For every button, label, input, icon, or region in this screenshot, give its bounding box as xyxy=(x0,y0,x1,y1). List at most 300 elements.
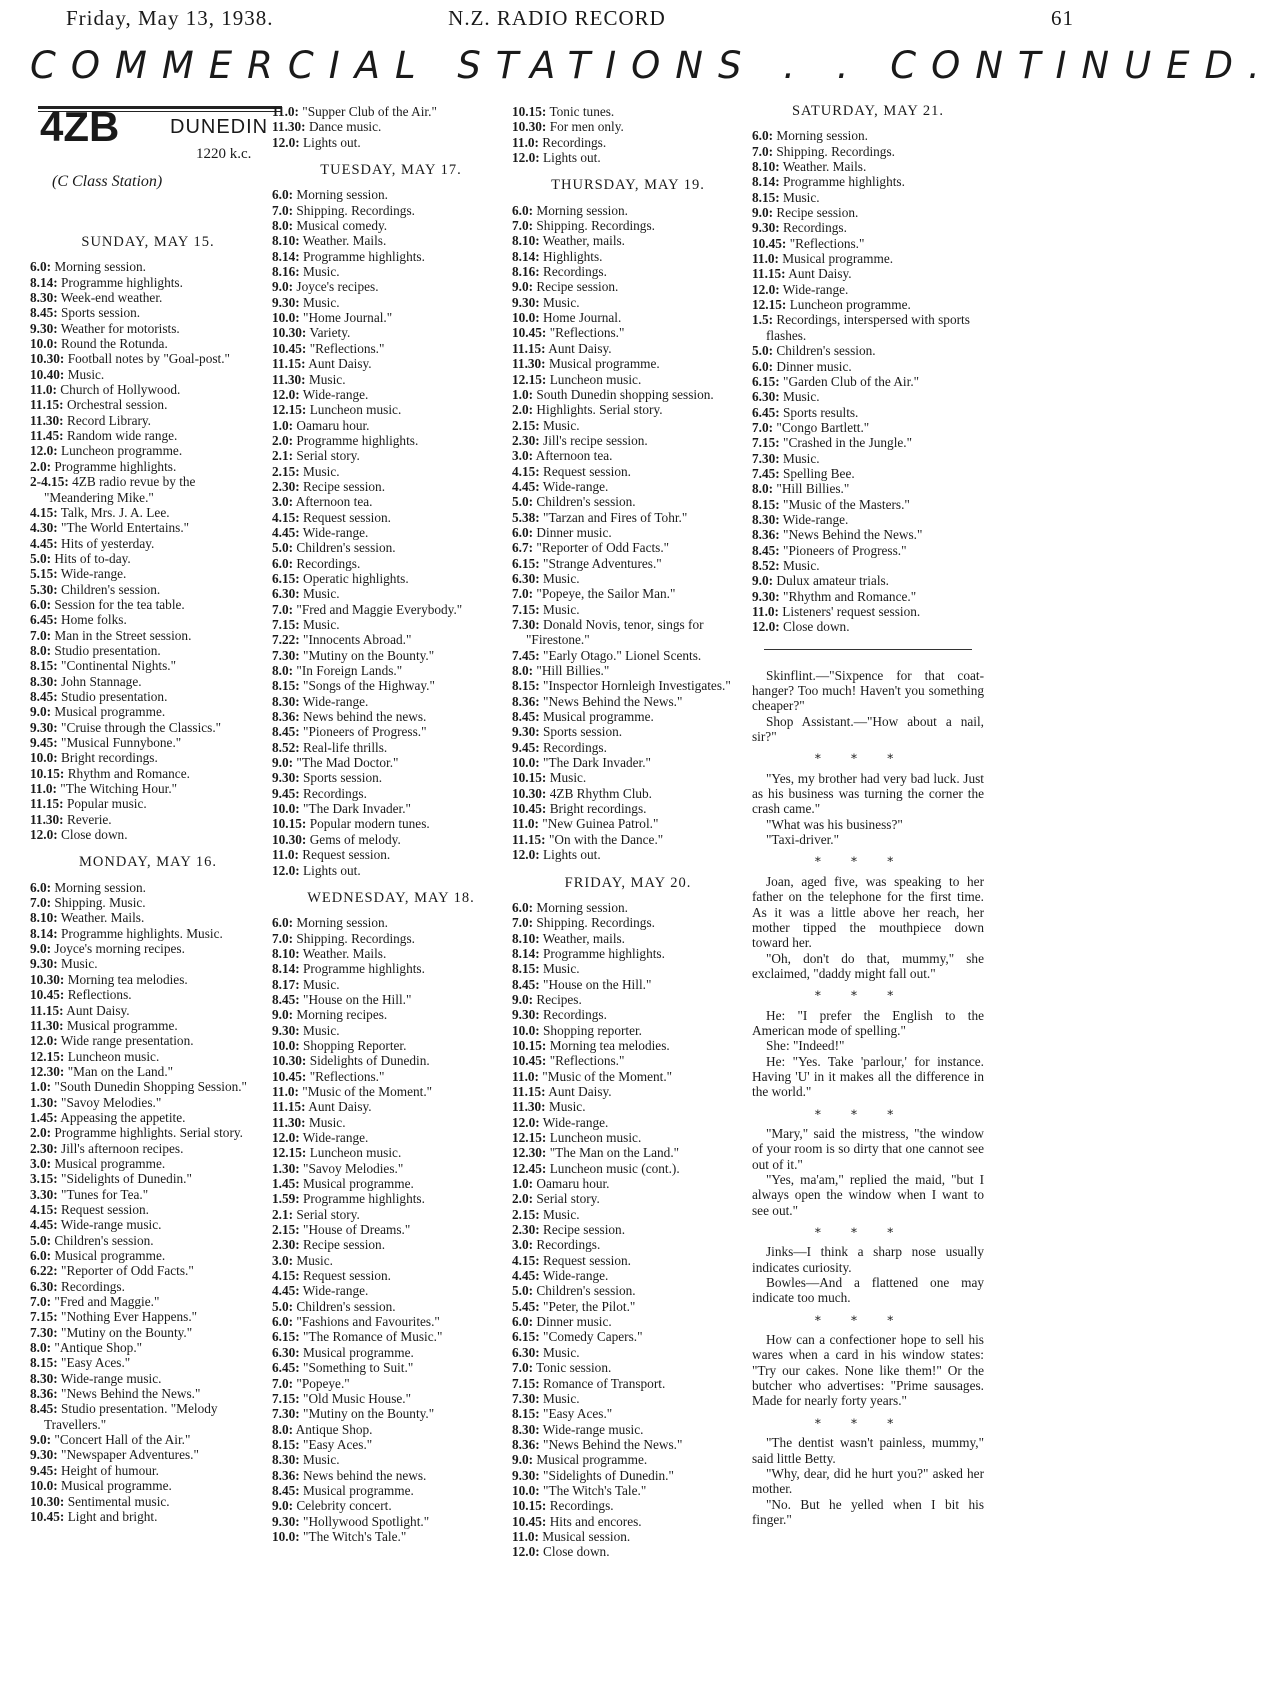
schedule-entry xyxy=(272,1452,510,1467)
schedule-entry xyxy=(512,356,744,371)
schedule-entry xyxy=(512,1007,744,1022)
entry-time: 11.30: xyxy=(512,356,546,372)
entry-programme: Shipping. Recordings. xyxy=(296,202,415,218)
entry-time: 12.0: xyxy=(512,847,540,863)
entry-programme: Luncheon programme. xyxy=(61,443,183,459)
schedule-entry xyxy=(272,1376,510,1391)
schedule-entry xyxy=(272,1115,510,1130)
entry-programme: Real-life thrills. xyxy=(303,739,388,755)
schedule-entry xyxy=(512,1161,744,1176)
entry-time: 9.30: xyxy=(272,1513,300,1529)
entry-programme: Music. xyxy=(303,1022,340,1038)
schedule-entry xyxy=(512,1345,744,1360)
entry-time: 8.45: xyxy=(512,976,540,992)
entry-programme: Lights out. xyxy=(303,862,361,878)
schedule-entry xyxy=(272,341,510,356)
joke-item xyxy=(752,668,984,745)
entry-programme: "Music of the Moment." xyxy=(542,1068,673,1084)
entry-time: 8.45: xyxy=(30,1401,58,1417)
entry-time: 8.52: xyxy=(752,557,780,573)
entry-time: 6.15: xyxy=(272,1329,300,1345)
schedule-entry xyxy=(272,602,510,617)
schedule-entry xyxy=(30,1371,266,1386)
entry-time: 11.0: xyxy=(512,1528,539,1544)
entry-programme: Music. xyxy=(67,366,105,382)
entry-programme: Musical programme. xyxy=(66,1017,178,1033)
entry-time: 9.30: xyxy=(272,1022,300,1038)
entry-time: 7.30: xyxy=(512,1390,540,1406)
entry-programme: "Fashions and Favourites." xyxy=(296,1314,440,1330)
day-heading: FRIDAY, MAY 20. xyxy=(564,874,692,891)
schedule-entry xyxy=(272,525,510,540)
entry-time: 12.15: xyxy=(272,402,307,418)
entry-time: 1.5: xyxy=(752,312,774,328)
entry-programme: "Man on the Land." xyxy=(67,1063,174,1079)
joke-paragraph: "What was his business?" xyxy=(766,816,903,832)
entry-programme: Children's session. xyxy=(54,1232,154,1248)
schedule-entry xyxy=(512,479,744,494)
entry-programme: Morning session. xyxy=(54,879,146,895)
schedule-entry xyxy=(272,1391,510,1406)
schedule-entry xyxy=(30,413,266,428)
schedule-entry xyxy=(512,1406,744,1421)
entry-time: 8.45: xyxy=(272,724,300,740)
column-3 xyxy=(512,104,744,1684)
schedule-entry xyxy=(752,374,984,389)
schedule-entry xyxy=(30,1294,266,1309)
schedule-entry xyxy=(512,1038,744,1053)
entry-programme: Request session. xyxy=(543,463,631,479)
entry-programme: Wide-range. xyxy=(302,524,369,540)
entry-time: 11.0: xyxy=(272,1083,299,1099)
entry-programme: "Music of the Masters." xyxy=(783,496,910,512)
entry-programme: Programme highlights. xyxy=(783,174,905,190)
schedule-entry xyxy=(272,1038,510,1053)
schedule-entry xyxy=(30,1079,266,1094)
entry-time: 10.30: xyxy=(30,971,65,987)
entry-programme: Musical programme. xyxy=(303,1482,414,1498)
entry-programme: Studio presentation. xyxy=(54,642,161,658)
schedule-entry xyxy=(512,1329,744,1344)
entry-time: 7.30: xyxy=(272,1406,300,1422)
entry-programme: Light and bright. xyxy=(67,1508,158,1524)
entry-time: 11.15: xyxy=(272,356,306,372)
entry-programme: "Fred and Maggie Everybody." xyxy=(296,601,463,617)
schedule-entry xyxy=(512,233,744,248)
entry-programme: "Home Journal." xyxy=(303,310,393,326)
entry-programme: Music. xyxy=(783,450,820,466)
entry-time: 7.0: xyxy=(30,627,52,643)
entry-time: 6.15: xyxy=(752,373,780,389)
entry-time: 9.30: xyxy=(30,956,58,972)
entry-time: 9.0: xyxy=(30,1432,52,1448)
entry-time: 8.14: xyxy=(272,248,300,264)
schedule-entry xyxy=(752,420,984,435)
schedule-entry xyxy=(272,1084,510,1099)
entry-programme: "The Romance of Music." xyxy=(303,1329,443,1345)
entry-programme: Music. xyxy=(543,601,580,617)
entry-time: 11.15: xyxy=(30,397,64,413)
entry-programme: "News Behind the News." xyxy=(543,1436,683,1452)
schedule-entry xyxy=(752,266,984,281)
entry-time: 10.0: xyxy=(272,801,300,817)
entry-programme: Musical programme. xyxy=(782,251,894,267)
schedule-entry xyxy=(30,880,266,895)
schedule-entry xyxy=(752,343,984,358)
entry-time: 10.0: xyxy=(272,1037,300,1053)
entry-time: 1.45: xyxy=(30,1109,58,1125)
entry-time: 10.30: xyxy=(272,325,307,341)
entry-time: 6.22: xyxy=(30,1263,58,1279)
schedule-entry xyxy=(512,433,744,448)
joke-item xyxy=(752,874,984,981)
schedule-entry xyxy=(512,1099,744,1114)
entry-programme: Luncheon music. xyxy=(67,1048,160,1064)
schedule-entry xyxy=(272,233,510,248)
entry-programme: "Easy Aces." xyxy=(61,1355,131,1371)
joke-paragraph: "Yes, my brother had very bad luck. Just as his business was turning the corner the crash came." xyxy=(752,770,984,817)
entry-programme: "Mutiny on the Bounty." xyxy=(303,647,435,663)
schedule-entry xyxy=(752,451,984,466)
schedule-entry xyxy=(512,1237,744,1252)
entry-programme: "Rhythm and Romance." xyxy=(783,588,917,604)
entry-time: 8.14: xyxy=(272,961,300,977)
entry-time: 2.1: xyxy=(272,448,294,464)
schedule-entry xyxy=(30,987,266,1002)
entry-programme: "Sidelights of Dunedin." xyxy=(61,1171,192,1187)
entry-time: 10.45: xyxy=(512,1513,547,1529)
entry-time: 8.16: xyxy=(272,264,300,280)
entry-time: 7.15: xyxy=(752,435,780,451)
entry-time: 6.7: xyxy=(512,540,534,556)
schedule-entry xyxy=(30,382,266,397)
schedule-entry xyxy=(30,720,266,735)
entry-time: 8.14: xyxy=(30,274,58,290)
schedule-entry xyxy=(512,510,744,525)
entry-time: 8.30: xyxy=(272,693,300,709)
schedule-entry xyxy=(272,1468,510,1483)
entry-programme: Reflections. xyxy=(67,987,132,1003)
schedule-entry xyxy=(512,1468,744,1483)
entry-programme: "Inspector Hornleigh Investigates." xyxy=(543,678,731,694)
entry-programme: "The Man on the Land." xyxy=(549,1145,680,1161)
entry-time: 9.45: xyxy=(30,1462,58,1478)
entry-programme: "Early Otago." Lionel Scents. xyxy=(543,647,702,663)
entry-programme: Home Journal. xyxy=(543,310,622,326)
entry-time: 10.15: xyxy=(512,1037,547,1053)
schedule-entry xyxy=(30,827,266,842)
entry-programme: Musical programme. xyxy=(303,1176,414,1192)
entry-time: 9.30: xyxy=(30,1447,58,1463)
entry-programme: Dinner music. xyxy=(536,524,612,540)
entry-time: 10.30: xyxy=(512,119,547,135)
entry-programme: Morning session. xyxy=(296,187,388,203)
entry-programme: Wide-range. xyxy=(542,1114,609,1130)
entry-time: 3.30: xyxy=(30,1186,58,1202)
entry-programme: Wide-range. xyxy=(302,1283,369,1299)
entry-programme: Serial story. xyxy=(296,448,360,464)
entry-time: 10.0: xyxy=(512,755,540,771)
entry-programme: Music. xyxy=(61,956,98,972)
entry-time: 8.36: xyxy=(272,1467,300,1483)
joke-paragraph: Jinks—I think a sharp nose usually indicates curiosity. xyxy=(752,1244,984,1275)
schedule-entry xyxy=(752,604,984,619)
entry-programme: Recipe session. xyxy=(776,205,859,221)
entry-time: 1.0: xyxy=(512,386,534,402)
entry-programme: Tonic session. xyxy=(536,1360,612,1376)
schedule-entry xyxy=(512,1391,744,1406)
schedule-entry xyxy=(512,1176,744,1191)
entry-time: 8.14: xyxy=(30,925,58,941)
entry-programme: "Pioneers of Progress." xyxy=(783,542,907,558)
entry-programme: News behind the news. xyxy=(303,1467,427,1483)
entry-programme: "Music of the Moment." xyxy=(302,1083,433,1099)
schedule-entry xyxy=(512,279,744,294)
schedule-entry xyxy=(30,566,266,581)
separator-stars: ∗∗∗ xyxy=(813,749,923,764)
schedule-entry xyxy=(272,832,510,847)
station-block xyxy=(30,103,269,222)
schedule-entry xyxy=(512,494,744,509)
entry-programme: Programme highlights. Serial story. xyxy=(54,1125,243,1141)
entry-programme: Sports results. xyxy=(783,404,859,420)
entry-programme: Luncheon music. xyxy=(549,1130,642,1145)
schedule-entry xyxy=(272,709,510,724)
entry-time: 9.0: xyxy=(30,704,52,720)
entry-time: 10.30: xyxy=(272,831,307,847)
entry-programme: Recordings. xyxy=(543,1007,607,1023)
entry-time: 5.30: xyxy=(30,581,58,597)
entry-time: 11.30: xyxy=(30,811,64,827)
day-heading: WEDNESDAY, MAY 18. xyxy=(307,889,475,906)
entry-time: 10.0: xyxy=(512,1482,540,1498)
entry-time: 7.15: xyxy=(512,1375,540,1391)
entry-programme: "The Witching Hour." xyxy=(60,781,178,797)
entry-programme: Weather. Mails. xyxy=(302,945,387,961)
entry-time: 10.0: xyxy=(512,310,540,326)
entry-programme: Wide-range. xyxy=(542,478,609,494)
schedule-entry xyxy=(272,1222,510,1237)
entry-time: 9.30: xyxy=(512,1007,540,1023)
schedule-entry xyxy=(30,259,266,274)
entry-programme: Recordings. xyxy=(543,739,607,755)
entry-programme: Musical programme. xyxy=(61,1478,172,1494)
entry-time: 11.15: xyxy=(512,1083,546,1099)
schedule-entry xyxy=(272,402,510,417)
entry-programme: Wide-range music. xyxy=(542,1421,644,1437)
schedule-entry xyxy=(30,1125,266,1140)
entry-programme: Children's session. xyxy=(61,581,161,597)
entry-programme: Aunt Daisy. xyxy=(548,340,612,356)
schedule-entry xyxy=(272,915,510,930)
entry-programme: "Mutiny on the Bounty." xyxy=(303,1406,435,1422)
entry-time: 6.0: xyxy=(512,1314,534,1330)
entry-time: 12.0: xyxy=(272,134,300,150)
entry-programme: "Savoy Melodies." xyxy=(61,1094,162,1110)
entry-time: 5.0: xyxy=(512,494,534,510)
entry-programme: "The World Entertains." xyxy=(61,520,190,536)
entry-programme: "Something to Suit." xyxy=(303,1360,414,1376)
entry-programme: Highlights. xyxy=(543,248,603,264)
entry-time: 11.0: xyxy=(30,382,57,398)
schedule-entry xyxy=(512,961,744,976)
schedule-entry xyxy=(512,1268,744,1283)
entry-time: 4.45: xyxy=(30,535,58,551)
schedule-entry xyxy=(512,946,744,961)
page-number: 61 xyxy=(1051,6,1074,30)
schedule-entry xyxy=(30,1309,266,1324)
entry-programme: Request session. xyxy=(302,847,391,863)
entry-programme: Recordings. xyxy=(61,1278,125,1294)
entry-programme: Recipe session. xyxy=(303,1237,386,1253)
entry-programme: "Continental Nights." xyxy=(61,658,177,674)
entry-time: 12.0: xyxy=(30,1033,58,1049)
entry-programme: "Hill Billies." xyxy=(536,663,610,679)
entry-programme: Close down. xyxy=(783,619,850,635)
schedule-entry xyxy=(512,556,744,571)
entry-time: 8.45: xyxy=(752,542,780,558)
schedule-entry xyxy=(272,1253,510,1268)
entry-programme: Music. xyxy=(543,570,580,586)
entry-programme: Luncheon music (cont.). xyxy=(549,1160,680,1176)
entry-programme: 4ZB Rhythm Club. xyxy=(549,785,653,801)
schedule-entry xyxy=(272,187,510,202)
schedule-entry xyxy=(752,389,984,404)
entry-programme: Music. xyxy=(543,1390,580,1406)
entry-time: 6.45: xyxy=(30,612,58,628)
entry-time: 12.15: xyxy=(512,1130,547,1145)
entry-time: 10.0: xyxy=(30,1478,58,1494)
entry-time: 12.0: xyxy=(272,386,300,402)
joke-paragraph: "Yes, ma'am," replied the maid, "but I always open the window when I want to see out." xyxy=(752,1172,984,1218)
schedule-entry xyxy=(272,847,510,862)
entry-time: 2.0: xyxy=(30,1125,52,1141)
entry-time: 10.15: xyxy=(272,816,307,832)
schedule-entry xyxy=(272,740,510,755)
day-heading: TUESDAY, MAY 17. xyxy=(320,162,462,179)
schedule-entry xyxy=(752,159,984,174)
entry-time: 11.15: xyxy=(752,266,786,282)
entry-time: 4.45: xyxy=(30,1217,58,1233)
entry-time: 12.15: xyxy=(752,297,787,313)
entry-programme: Appeasing the appetite. xyxy=(60,1109,186,1125)
schedule-entry xyxy=(30,674,266,689)
entry-time: 2-4.15: xyxy=(30,474,69,490)
schedule-entry xyxy=(512,586,744,601)
schedule-entry xyxy=(30,643,266,658)
entry-time: 8.15: xyxy=(272,1436,300,1452)
schedule-entry xyxy=(30,1202,266,1217)
entry-programme: Reverie. xyxy=(66,811,112,827)
entry-time: 6.45: xyxy=(752,404,780,420)
entry-programme: Weather. Mails. xyxy=(302,233,387,249)
schedule-entry xyxy=(30,1233,266,1248)
entry-programme: "Concert Hall of the Air." xyxy=(54,1432,191,1448)
entry-time: 7.30: xyxy=(752,450,780,466)
schedule-entry xyxy=(30,1033,266,1048)
entry-programme: Music. xyxy=(303,976,340,992)
schedule-entry xyxy=(272,663,510,678)
schedule-entry xyxy=(752,405,984,420)
schedule-entry xyxy=(272,816,510,831)
entry-time: 4.15: xyxy=(30,1201,58,1217)
entry-time: 1.0: xyxy=(512,1176,534,1192)
entry-time: 3.0: xyxy=(30,1155,52,1171)
entry-programme: Weather for motorists. xyxy=(60,320,180,336)
joke-paragraph: He: "Yes. Take 'parlour,' for instance. Having 'U' in it makes all the difference in the world." xyxy=(752,1053,984,1100)
entry-programme: Wide-range. xyxy=(302,693,369,709)
entry-programme: Recordings. xyxy=(542,134,607,150)
entry-time: 8.52: xyxy=(272,739,300,755)
schedule-entry xyxy=(272,1498,510,1513)
schedule-entry xyxy=(30,926,266,941)
entry-programme: Highlights. Serial story. xyxy=(536,402,663,418)
schedule-entry xyxy=(30,812,266,827)
entry-programme: Height of humour. xyxy=(61,1462,159,1478)
entry-time: 11.0: xyxy=(512,1068,539,1084)
entry-programme: "News Behind the News." xyxy=(783,527,923,543)
schedule-entry xyxy=(272,135,510,150)
entry-time: 8.45: xyxy=(512,709,540,725)
entry-time: 11.30: xyxy=(30,1017,64,1033)
entry-programme: Music. xyxy=(783,389,820,405)
schedule-entry xyxy=(272,1299,510,1314)
schedule-entry xyxy=(512,724,744,739)
schedule-entry xyxy=(30,459,266,474)
entry-programme: "The Mad Doctor." xyxy=(296,755,399,771)
entry-programme: Children's session. xyxy=(776,343,876,359)
schedule-entry xyxy=(30,321,266,336)
schedule-entry xyxy=(512,418,744,433)
entry-programme: Music. xyxy=(548,1099,586,1115)
schedule-entry xyxy=(512,1544,744,1559)
entry-time: 11.15: xyxy=(512,831,546,847)
entry-time: 7.15: xyxy=(512,601,540,617)
entry-time: 9.30: xyxy=(752,220,780,236)
entry-time: 12.0: xyxy=(512,150,540,166)
entry-time: 10.45: xyxy=(512,801,547,817)
schedule-entry xyxy=(272,1053,510,1068)
schedule-entry xyxy=(752,573,984,588)
schedule-entry xyxy=(272,218,510,233)
entry-programme: "Reporter of Odd Facts." xyxy=(61,1263,194,1279)
schedule-entry xyxy=(30,1171,266,1186)
entry-programme: Aunt Daisy. xyxy=(308,1099,372,1115)
entry-programme: Musical programme. xyxy=(536,1452,648,1468)
schedule-entry xyxy=(30,428,266,443)
schedule-entry xyxy=(272,203,510,218)
entry-programme: "Peter, the Pilot." xyxy=(543,1298,636,1314)
entry-programme: "News Behind the News." xyxy=(61,1386,201,1402)
schedule-entry xyxy=(272,992,510,1007)
entry-time: 7.0: xyxy=(272,930,294,946)
entry-programme: Man in the Street session. xyxy=(54,627,192,643)
schedule-entry xyxy=(512,119,744,134)
entry-time: 2.0: xyxy=(30,458,52,474)
entry-time: 9.30: xyxy=(752,588,780,604)
entry-programme: Musical programme. xyxy=(543,709,654,725)
entry-programme: Oamaru hour. xyxy=(296,417,370,433)
schedule-entry xyxy=(30,1110,266,1125)
entry-time: 10.40: xyxy=(30,366,65,382)
entry-time: 8.15: xyxy=(30,1355,58,1371)
schedule-entry xyxy=(512,1483,744,1498)
schedule-entry xyxy=(272,249,510,264)
schedule-entry xyxy=(30,895,266,910)
entry-time: 6.0: xyxy=(512,899,534,915)
entry-programme: Wide-range music. xyxy=(60,1217,162,1233)
entry-programme: Session for the tea table. xyxy=(54,596,185,612)
